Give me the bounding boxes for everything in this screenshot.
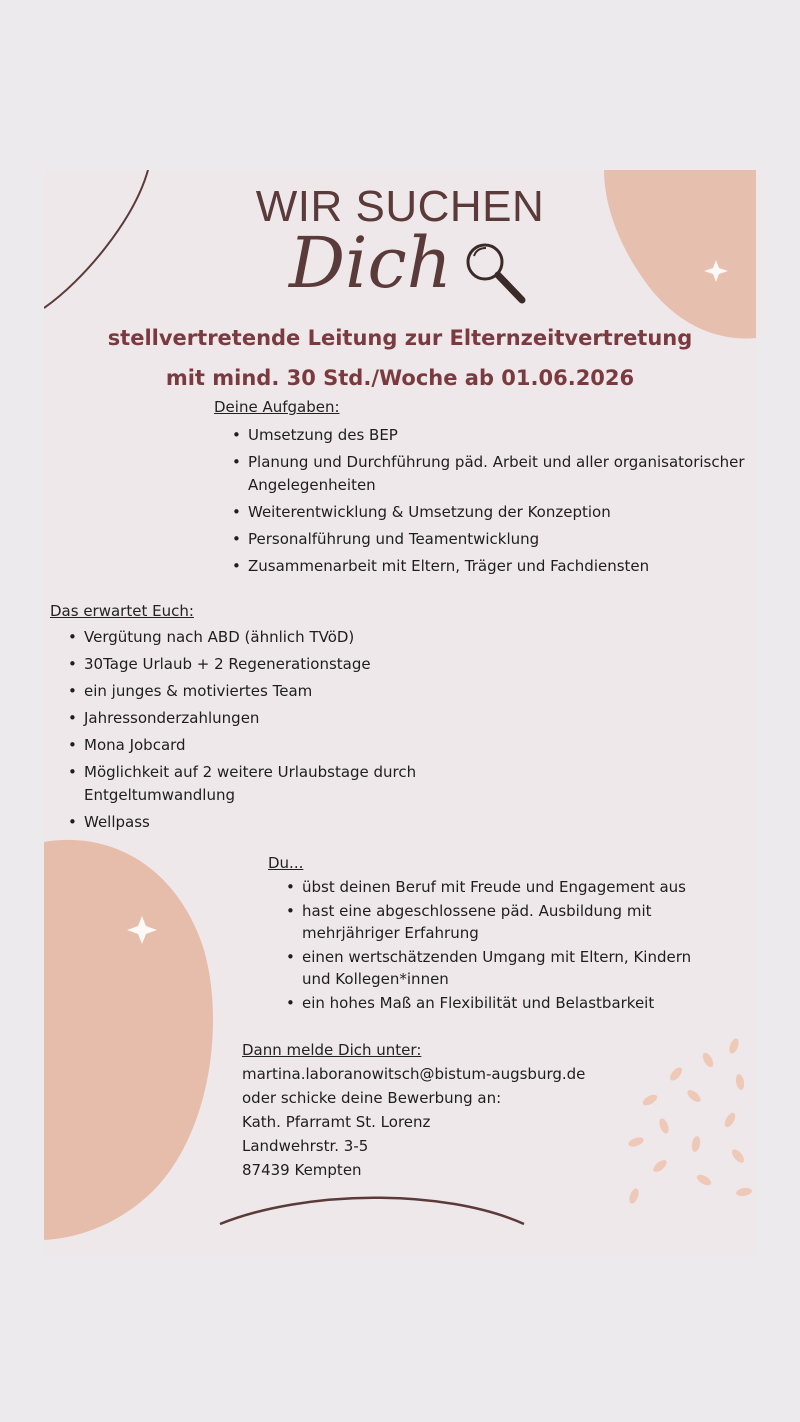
list-item: • Zusammenarbeit mit Eltern, Träger und Fachdiensten	[230, 555, 756, 578]
list-item: • Jahressonderzahlungen	[66, 707, 446, 730]
offer-list	[66, 626, 446, 838]
blob-bottom-left	[44, 840, 213, 1240]
job-poster	[44, 170, 756, 1256]
contact-city: 87439 Kempten	[242, 1161, 362, 1179]
list-item: • Planung und Durchführung päd. Arbeit und aller organisatorischer Angelegenheiten	[230, 451, 756, 497]
offer-title: Das erwartet Euch:	[50, 602, 194, 620]
arc-line-bottom	[220, 1198, 524, 1224]
contact-title: Dann melde Dich unter:	[242, 1041, 422, 1059]
role-title: stellvertretende Leitung zur Elternzeitvertretung	[107, 326, 693, 350]
contact-email[interactable]: martina.laboranowitsch@bistum-augsburg.de	[242, 1065, 586, 1083]
contact-block	[242, 1038, 662, 1182]
tasks-list	[230, 424, 756, 582]
list-item: • Wellpass	[66, 811, 446, 834]
list-item: • Vergütung nach ABD (ähnlich TVöD)	[66, 626, 446, 649]
list-item: • hast eine abgeschlossene päd. Ausbildung mit mehrjähriger Erfahrung	[284, 900, 724, 944]
list-item: • ein junges & motiviertes Team	[66, 680, 446, 703]
you-title: Du...	[268, 854, 304, 872]
list-item: • einen wertschätzenden Umgang mit Eltern, Kindern und Kollegen*innen	[284, 946, 724, 990]
tasks-title: Deine Aufgaben:	[214, 398, 340, 416]
list-item: • ein hohes Maß an Flexibilität und Belastbarkeit	[284, 992, 724, 1014]
list-item: • Mona Jobcard	[66, 734, 446, 757]
contact-street: Landwehrstr. 3-5	[242, 1137, 369, 1155]
list-item: • Personalführung und Teamentwicklung	[230, 528, 756, 551]
list-item: • Möglichkeit auf 2 weitere Urlaubstage durch Entgeltumwandlung	[66, 761, 446, 807]
contact-org: Kath. Pfarramt St. Lorenz	[242, 1113, 431, 1131]
list-item: • 30Tage Urlaub + 2 Regenerationstage	[66, 653, 446, 676]
sparkle-icon	[127, 260, 728, 944]
hours-line: mit mind. 30 Std./Woche ab 01.06.2026	[165, 366, 635, 390]
script-word: Dich	[289, 222, 452, 304]
headline: WIR SUCHEN	[255, 182, 545, 231]
you-list	[284, 876, 724, 1016]
contact-line2: oder schicke deine Bewerbung an:	[242, 1089, 502, 1107]
list-item: • Umsetzung des BEP	[230, 424, 756, 447]
list-item: • Weiterentwicklung & Umsetzung der Konzeption	[230, 501, 756, 524]
list-item: • übst deinen Beruf mit Freude und Engagement aus	[284, 876, 724, 898]
magnifier-icon	[468, 245, 522, 300]
